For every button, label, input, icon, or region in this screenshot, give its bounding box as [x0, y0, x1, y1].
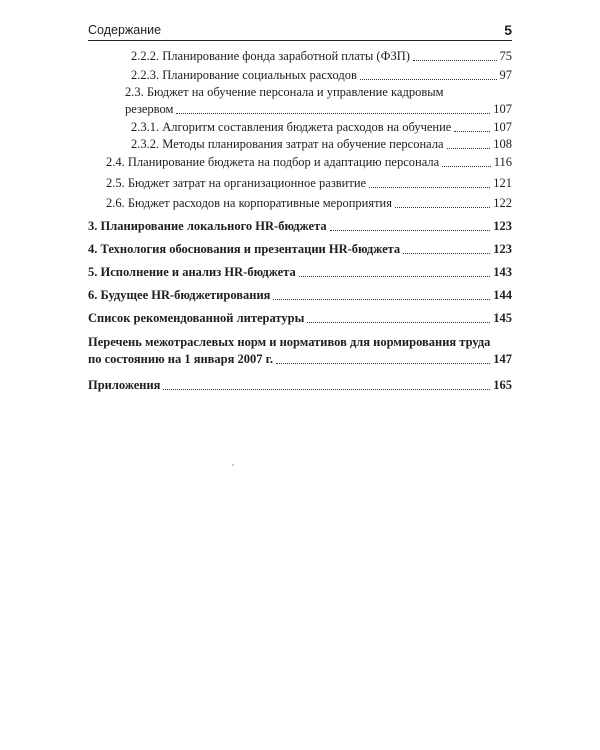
toc-entry-title: Список рекомендованной литературы	[88, 311, 305, 325]
toc-entry-line2	[125, 101, 512, 118]
toc-entry-page: 143	[493, 265, 512, 279]
scan-speck	[232, 464, 234, 466]
toc-entry-title-line1: Перечень межотраслевых норм и нормативов для нормирования труда	[88, 335, 491, 349]
toc-entry-norms	[88, 334, 512, 368]
toc-entry-title: 2.4. Планирование бюджета на подбор и адаптацию персонала	[106, 155, 440, 169]
toc-entry-page: 107	[493, 102, 512, 116]
toc-entry-title: 5. Исполнение и анализ HR-бюджета	[88, 265, 296, 279]
toc-entry-2-2-3	[131, 67, 512, 84]
toc-entry-page: 123	[493, 219, 512, 233]
toc-entry-4	[88, 241, 512, 258]
toc-entry-5	[88, 264, 512, 281]
toc-entry-page: 121	[493, 176, 512, 190]
toc-entry-2-2-2	[131, 48, 512, 65]
toc-leader-dots	[403, 253, 490, 254]
toc-entry-title: 2.3.1. Алгоритм составления бюджета расходов на обучение	[131, 120, 452, 134]
toc-entry-page: 123	[493, 242, 512, 256]
toc-leader-dots	[413, 60, 497, 61]
toc-entry-title: 2.2.2. Планирование фонда заработной платы (ФЗП)	[131, 49, 410, 63]
toc-entry-3	[88, 218, 512, 235]
toc-leader-dots	[360, 79, 497, 80]
toc-entry-2-6	[106, 195, 512, 212]
toc-entry-page: 116	[493, 155, 512, 169]
header-page-number: 5	[504, 22, 512, 38]
toc-entry-page: 147	[493, 352, 512, 366]
toc-leader-dots	[369, 187, 490, 188]
toc-entry-title-line2: по состоянию на 1 января 2007 г.	[88, 352, 274, 366]
toc-leader-dots	[395, 207, 490, 208]
toc-entry-page: 145	[493, 311, 512, 325]
toc-entry-title: 4. Технология обоснования и презентации HR-бюджета	[88, 242, 401, 256]
toc-leader-dots	[442, 166, 491, 167]
toc-entry-6	[88, 287, 512, 304]
toc-entry-title-line1: 2.3. Бюджет на обучение персонала и управление кадровым	[125, 85, 444, 99]
toc-entry-page: 75	[499, 49, 512, 63]
toc-entry-title: 3. Планирование локального HR-бюджета	[88, 219, 327, 233]
toc-entry-title: 2.3.2. Методы планирования затрат на обучение персонала	[131, 137, 444, 151]
toc-entry-title-line2: резервом	[125, 102, 174, 116]
toc-leader-dots	[299, 276, 491, 277]
toc-entry-2-4	[106, 154, 512, 171]
header-title: Содержание	[88, 23, 162, 37]
toc-entry-title: 6. Будущее HR-бюджетирования	[88, 288, 271, 302]
toc-leader-dots	[307, 322, 490, 323]
toc-entry-title: 2.6. Бюджет расходов на корпоративные мероприятия	[106, 196, 392, 210]
toc-entry-page: 165	[493, 378, 512, 392]
toc-leader-dots	[273, 299, 490, 300]
toc-entry-line2	[88, 351, 512, 368]
toc-entry-page: 122	[493, 196, 512, 210]
toc-entry-page: 97	[499, 68, 512, 82]
toc-leader-dots	[330, 230, 491, 231]
toc-leader-dots	[176, 113, 490, 114]
toc-entry-2-3	[125, 84, 512, 118]
toc-entry-title: Приложения	[88, 378, 161, 392]
toc-entry-page: 108	[493, 137, 512, 151]
toc-entry-literature	[88, 310, 512, 327]
toc-leader-dots	[447, 148, 491, 149]
toc-entry-2-3-1	[131, 119, 512, 136]
toc-entry-page: 107	[493, 120, 512, 134]
toc-leader-dots	[163, 389, 490, 390]
toc-entry-2-3-2	[131, 136, 512, 153]
toc-entry-2-5	[106, 175, 512, 192]
toc-entry-title: 2.5. Бюджет затрат на организационное развитие	[106, 176, 367, 190]
toc-leader-dots	[276, 363, 490, 364]
toc-entry-appendices	[88, 377, 512, 394]
toc-leader-dots	[454, 131, 490, 132]
toc-entry-title: 2.2.3. Планирование социальных расходов	[131, 68, 357, 82]
toc-entry-page: 144	[493, 288, 512, 302]
